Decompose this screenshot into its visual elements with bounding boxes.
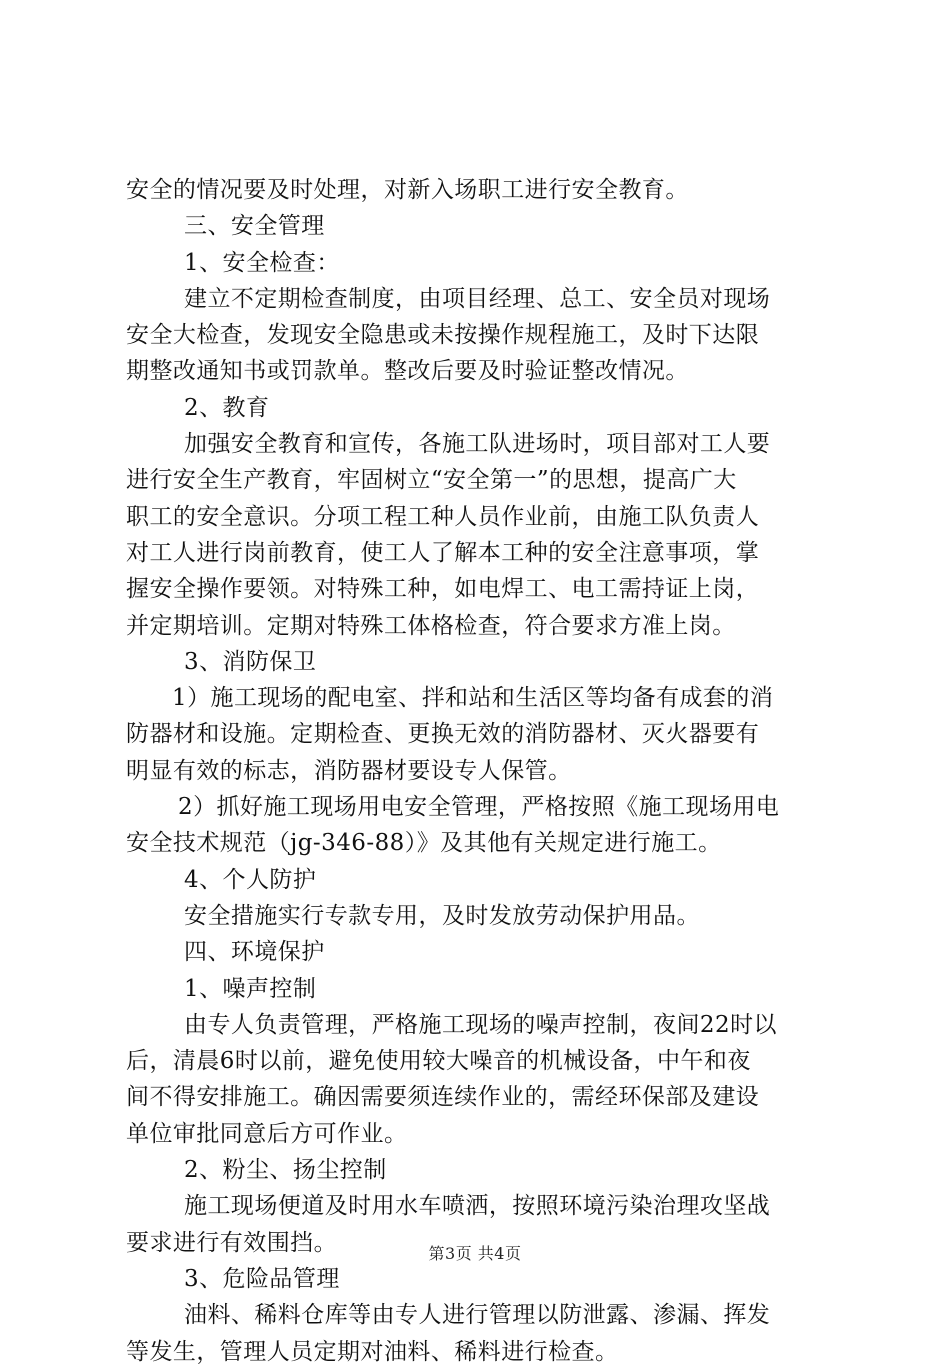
section-heading: 三、安全管理 bbox=[184, 213, 325, 240]
paragraph-line: 油料、稀料仓库等由专人进行管理以防泄露、渗漏、挥发 bbox=[184, 1302, 771, 1329]
subsection-heading: 3、危险品管理 bbox=[184, 1265, 340, 1292]
paragraph-line: 等发生，管理人员定期对油料、稀料进行检查。 bbox=[126, 1338, 619, 1365]
paragraph-line: 要求进行有效围挡。 bbox=[126, 1229, 338, 1256]
paragraph-line: 期整改通知书或罚款单。整改后要及时验证整改情况。 bbox=[126, 358, 689, 385]
paragraph-line: 加强安全教育和宣传，各施工队进场时，项目部对工人要 bbox=[184, 431, 771, 458]
paragraph-line: 安全大检查，发现安全隐患或未按操作规程施工，及时下达限 bbox=[126, 322, 760, 349]
subsection-heading: 1、安全检查： bbox=[184, 249, 340, 276]
paragraph-line: 间不得安排施工。确因需要须连续作业的，需经环保部及建设 bbox=[126, 1084, 760, 1111]
paragraph-line: 1）施工现场的配电室、拌和站和生活区等均备有成套的消 bbox=[172, 685, 774, 712]
paragraph-line: 安全措施实行专款专用，及时发放劳动保护用品。 bbox=[184, 902, 700, 929]
paragraph-line: 防器材和设施。定期检查、更换无效的消防器材、灭火器要有 bbox=[126, 721, 760, 748]
paragraph-line: 2）抓好施工现场用电安全管理，严格按照《施工现场用电 bbox=[178, 794, 780, 821]
paragraph-line: 对工人进行岗前教育，使工人了解本工种的安全注意事项，掌 bbox=[126, 539, 760, 566]
paragraph-line: 职工的安全意识。分项工程工种人员作业前，由施工队负责人 bbox=[126, 503, 760, 530]
paragraph-line: 施工现场便道及时用水车喷洒，按照环境污染治理攻坚战 bbox=[184, 1193, 771, 1220]
section-heading: 四、环境保护 bbox=[184, 939, 325, 966]
subsection-heading: 1、噪声控制 bbox=[184, 975, 317, 1002]
paragraph-line: 握安全操作要领。对特殊工种，如电焊工、电工需持证上岗， bbox=[126, 576, 760, 603]
paragraph-line: 建立不定期检查制度，由项目经理、总工、安全员对现场 bbox=[184, 285, 771, 312]
document-body bbox=[126, 172, 832, 1370]
paragraph-line: 后，清晨6时以前，避免使用较大噪音的机械设备，中午和夜 bbox=[126, 1048, 751, 1075]
paragraph-line: 明显有效的标志，消防器材要设专人保管。 bbox=[126, 757, 572, 784]
subsection-heading: 2、教育 bbox=[184, 394, 270, 421]
page-number-footer: 第3页 共4页 bbox=[428, 1244, 522, 1263]
paragraph-line: 安全技术规范（jg-346-88）》及其他有关规定进行施工。 bbox=[126, 830, 722, 857]
paragraph-line: 由专人负责管理，严格施工现场的噪声控制，夜间22时以 bbox=[184, 1011, 777, 1038]
paragraph-line: 并定期培训。定期对特殊工体格检查，符合要求方准上岗。 bbox=[126, 612, 736, 639]
paragraph-line: 单位审批同意后方可作业。 bbox=[126, 1120, 408, 1147]
subsection-heading: 4、个人防护 bbox=[184, 866, 317, 893]
paragraph-line: 安全的情况要及时处理，对新入场职工进行安全教育。 bbox=[126, 177, 689, 203]
subsection-heading: 2、粉尘、扬尘控制 bbox=[184, 1157, 387, 1184]
paragraph-line: 进行安全生产教育，牢固树立“安全第一”的思想，提高广大 bbox=[126, 467, 737, 494]
subsection-heading: 3、消防保卫 bbox=[184, 648, 317, 675]
